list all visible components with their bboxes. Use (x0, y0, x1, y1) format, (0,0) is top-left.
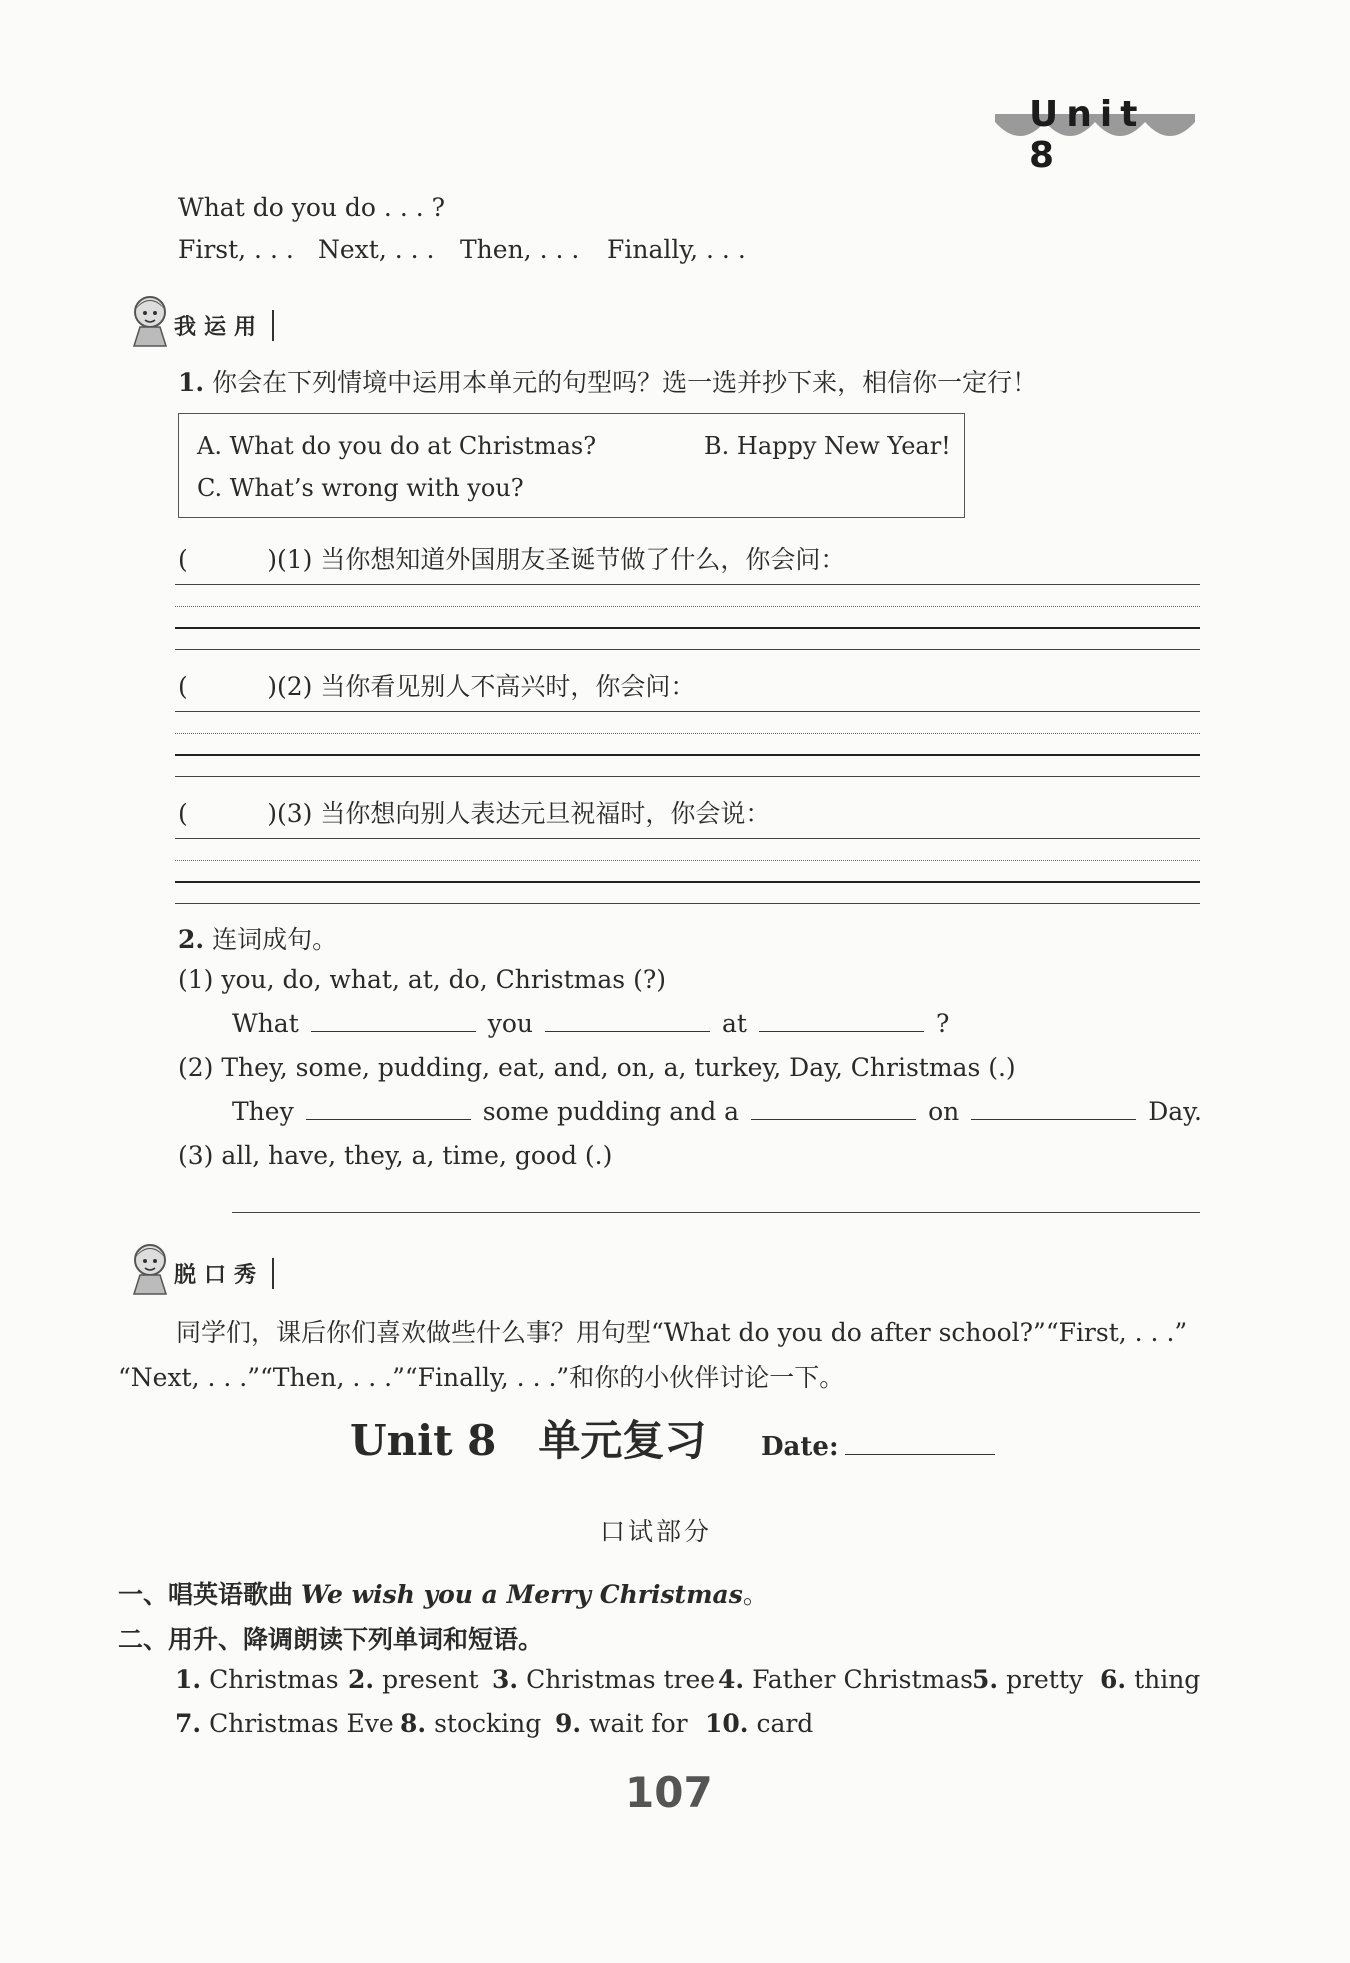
answer-fixed-word: ? (935, 1009, 950, 1038)
part1-prefix: 一、唱英语歌曲 (118, 1580, 294, 1609)
review-title-text: Unit 8 单元复习 (350, 1416, 707, 1465)
word-7 (175, 1709, 394, 1738)
word-text: pretty (1006, 1665, 1084, 1694)
answer-fixed-word: some pudding and a (482, 1097, 740, 1126)
answer-blank[interactable] (306, 1097, 471, 1120)
q1-prompt (178, 363, 1037, 399)
answer-fixed-word: They (232, 1097, 294, 1126)
section-label: 脱口秀 (174, 1258, 274, 1289)
answer-blank[interactable] (311, 1009, 476, 1032)
word-5 (972, 1665, 1083, 1694)
option-text: What do you do at Christmas? (229, 432, 597, 460)
q2-item-3-words (178, 1141, 612, 1170)
word-3 (492, 1665, 715, 1694)
word-number: 3. (492, 1665, 519, 1694)
answer-blank[interactable] (971, 1097, 1136, 1120)
word-text: Christmas tree (526, 1665, 716, 1694)
item-number: (2) (276, 672, 313, 701)
unit-badge (995, 92, 1195, 176)
word-2 (348, 1665, 479, 1694)
word-6 (1100, 1665, 1200, 1694)
option-b (704, 432, 951, 460)
q1-number: 1. (178, 368, 205, 397)
writing-line[interactable] (175, 838, 1200, 839)
answer-blank[interactable] (759, 1009, 924, 1032)
q2-item-1-words (178, 965, 666, 994)
answer-blank[interactable] (545, 1009, 710, 1032)
q1-text: 你会在下列情境中运用本单元的句型吗？选一选并抄下来，相信你一定行！ (212, 368, 1038, 397)
word-number: 9. (555, 1709, 582, 1738)
review-part-2: 二、用升、降调朗读下列单词和短语。 (118, 1625, 544, 1654)
word-10 (705, 1709, 813, 1738)
intro-first: First, . . . (178, 235, 294, 264)
q2-item-2-words (178, 1053, 1016, 1082)
intro-finally: Finally, . . . (607, 235, 746, 264)
option-letter: C. (197, 474, 223, 502)
word-number: 7. (175, 1709, 202, 1738)
talk-text-line-2: “Next, . . .”“Then, . . .”“Finally, . . .”和你的小伙伴讨论一下。 (118, 1363, 845, 1392)
item-number: (1) (276, 545, 313, 574)
writing-line[interactable] (175, 881, 1200, 883)
cartoon-girl-icon (124, 1238, 176, 1296)
writing-line[interactable] (175, 627, 1200, 629)
word-number: 4. (718, 1665, 745, 1694)
word-text: wait for (589, 1709, 688, 1738)
item-text: 当你想知道外国朋友圣诞节做了什么，你会问： (320, 545, 846, 574)
word-number: 10. (705, 1709, 749, 1738)
item-text: 当你看见别人不高兴时，你会问： (320, 672, 696, 701)
answer-paren[interactable]: ( ) (178, 545, 277, 574)
answer-paren[interactable]: ( ) (178, 672, 277, 701)
date-label: Date: (761, 1432, 839, 1462)
word-number: 1. (175, 1665, 202, 1694)
q1-item-2 (178, 667, 695, 703)
part1-suffix: 。 (742, 1580, 768, 1609)
q2-prompt (178, 920, 337, 956)
intro-question: What do you do . . . ? (178, 193, 446, 222)
q1-item-1 (178, 540, 845, 576)
answer-fixed-word: on (928, 1097, 960, 1126)
word-text: Christmas (209, 1665, 339, 1694)
writing-line[interactable] (175, 584, 1200, 585)
option-text: What’s wrong with you? (229, 474, 524, 502)
item-text: 当你想向别人表达元旦祝福时，你会说： (320, 799, 771, 828)
answer-blank[interactable] (751, 1097, 916, 1120)
cartoon-girl-icon (124, 290, 176, 348)
talk-text-line-1: 同学们，课后你们喜欢做些什么事？用句型“What do you do after school?”“First, . . .” (176, 1318, 1188, 1347)
option-letter: A. (197, 432, 222, 460)
scrambled-words: They, some, pudding, eat, and, on, a, turkey, Day, Christmas (.) (221, 1053, 1016, 1082)
item-number: (2) (178, 1053, 214, 1082)
word-9 (555, 1709, 688, 1738)
option-letter: B. (704, 432, 730, 460)
word-number: 2. (348, 1665, 375, 1694)
answer-fixed-word: you (487, 1009, 534, 1038)
song-title: We wish you a Merry Christmas (300, 1580, 743, 1609)
item-number: (1) (178, 965, 214, 994)
word-text: Christmas Eve (209, 1709, 394, 1738)
word-text: Father Christmas (752, 1665, 973, 1694)
answer-fixed-word: Day. (1148, 1097, 1202, 1126)
word-number: 6. (1100, 1665, 1127, 1694)
writing-line[interactable] (175, 606, 1200, 607)
date-field[interactable] (845, 1424, 995, 1455)
q1-item-3 (178, 794, 770, 830)
word-text: thing (1134, 1665, 1201, 1694)
option-a (197, 432, 596, 460)
page-number: 107 (625, 1768, 713, 1817)
section-header-use (124, 290, 324, 350)
q2-number: 2. (178, 925, 205, 954)
section-header-talk (124, 1238, 324, 1298)
scrambled-words: you, do, what, at, do, Christmas (?) (221, 965, 666, 994)
unit-badge-text: Unit 8 (1029, 94, 1146, 176)
q2-item-1-answer (232, 1009, 949, 1038)
word-1 (175, 1665, 339, 1694)
item-number: (3) (178, 1141, 214, 1170)
item-number: (3) (276, 799, 313, 828)
intro-then: Then, . . . (460, 235, 580, 264)
intro-next: Next, . . . (318, 235, 435, 264)
writing-line[interactable] (175, 754, 1200, 756)
review-title (350, 1408, 995, 1468)
writing-line[interactable] (175, 711, 1200, 712)
options-box (178, 413, 965, 518)
word-8 (400, 1709, 541, 1738)
q2-text: 连词成句。 (212, 925, 338, 954)
word-text: stocking (434, 1709, 542, 1738)
option-text: Happy New Year! (736, 432, 951, 460)
word-number: 8. (400, 1709, 427, 1738)
answer-paren[interactable]: ( ) (178, 799, 277, 828)
writing-line[interactable] (175, 860, 1200, 861)
answer-fixed-word: What (232, 1009, 299, 1038)
writing-line[interactable] (175, 903, 1200, 904)
writing-line[interactable] (175, 649, 1200, 650)
answer-fixed-word: at (722, 1009, 747, 1038)
section-label: 我运用 (174, 310, 274, 341)
word-text: present (382, 1665, 479, 1694)
scrambled-words: all, have, they, a, time, good (.) (221, 1141, 613, 1170)
answer-line[interactable] (232, 1212, 1200, 1213)
word-4 (718, 1665, 973, 1694)
q2-item-2-answer (232, 1097, 1202, 1126)
review-part-1 (118, 1575, 768, 1611)
writing-line[interactable] (175, 776, 1200, 777)
writing-line[interactable] (175, 733, 1200, 734)
word-text: card (756, 1709, 814, 1738)
oral-heading: 口试部分 (600, 1517, 713, 1546)
option-c (197, 474, 524, 502)
word-number: 5. (972, 1665, 999, 1694)
